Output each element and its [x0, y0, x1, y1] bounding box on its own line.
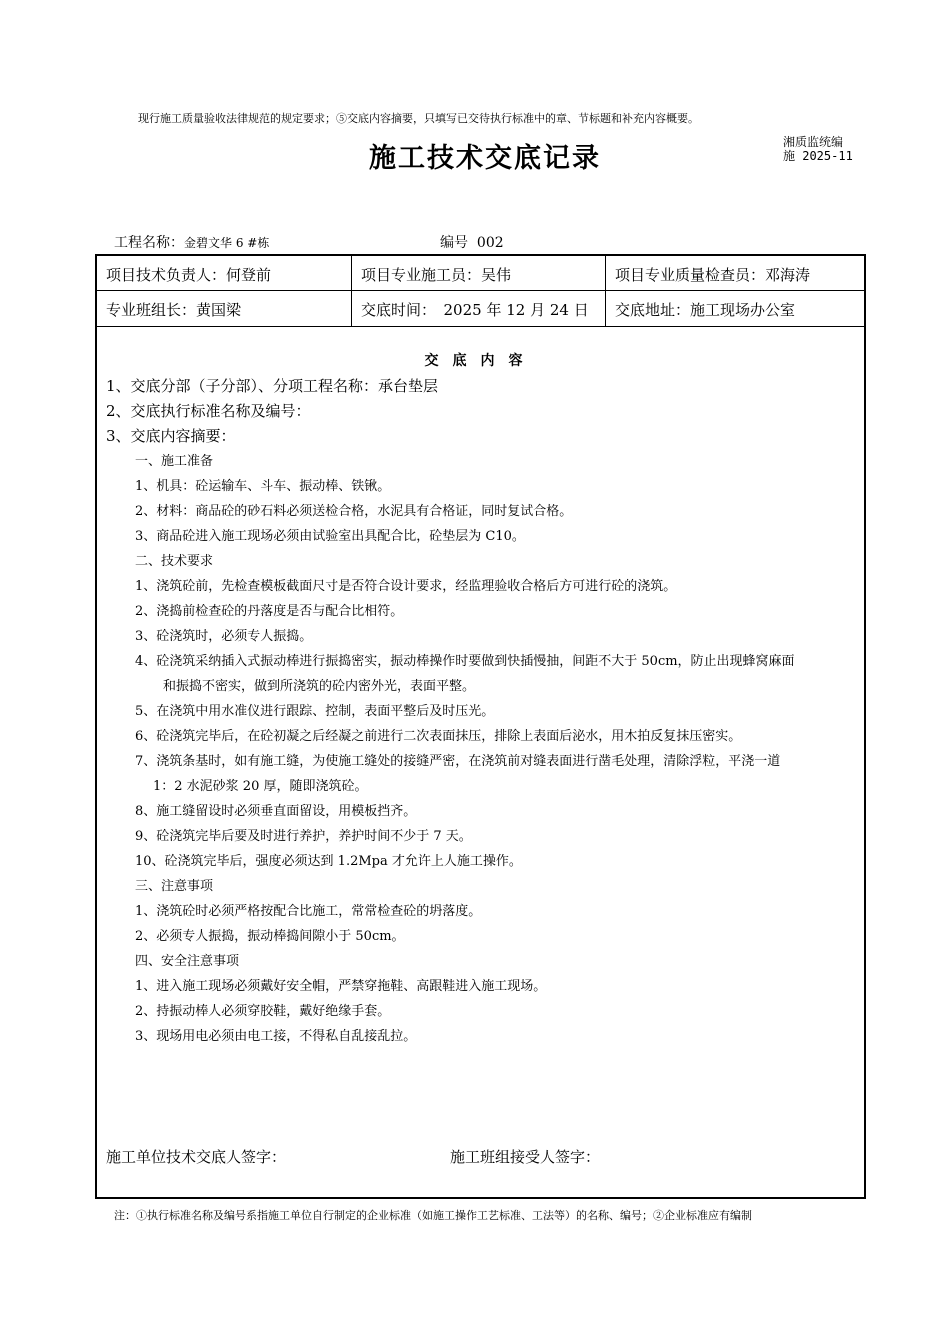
- content-line: 3、砼浇筑时，必须专人振捣。: [135, 629, 313, 644]
- briefing-time-cell: 交底时间： 2025 年 12 月 24 日: [361, 301, 589, 319]
- document-number-label: 编号: [440, 235, 468, 251]
- briefing-location-cell: 交底地址：施工现场办公室: [615, 301, 796, 319]
- content-line: 1、浇筑砼前，先检查模板截面尺寸是否符合设计要求，经监理验收合格后方可进行砼的浇筑。: [135, 579, 677, 594]
- content-line: 3、商品砼进入施工现场必须由试验室出具配合比，砼垫层为 C10。: [135, 529, 525, 544]
- content-line: 二、技术要求: [135, 554, 214, 569]
- content-line: 1、浇筑砼时必须严格按配合比施工，常常检查砼的坍落度。: [135, 904, 482, 919]
- content-item: 1、交底分部（子分部）、分项工程名称：承台垫层: [106, 377, 439, 395]
- form-code-line2: 施 2025-11: [783, 149, 853, 163]
- quality-inspector-cell: 项目专业质量检查员：邓海涛: [615, 266, 811, 284]
- content-line: 1、进入施工现场必须戴好安全帽，严禁穿拖鞋、高跟鞋进入施工现场。: [135, 979, 547, 994]
- content-line: 1、机具：砼运输车、斗车、振动棒、铁锹。: [135, 479, 391, 494]
- record-table: [95, 254, 866, 1199]
- project-name-value: 金碧文华 6 #栋: [184, 236, 270, 250]
- team-receiver-signature: 施工班组接受人签字：: [450, 1148, 601, 1166]
- content-line: 1：2 水泥砂浆 20 厚，随即浇筑砼。: [153, 779, 368, 794]
- content-line: 5、在浇筑中用水准仪进行跟踪、控制，表面平整后及时压光。: [135, 704, 495, 719]
- form-code-line1: 湘质监统编: [783, 135, 844, 149]
- content-line: 7、浇筑条基时，如有施工缝，为使施工缝处的接缝严密，在浇筑前对缝表面进行凿毛处理，清除浮粒，平浇一道: [135, 754, 781, 769]
- content-line: 2、浇捣前检查砼的丹落度是否与配合比相符。: [135, 604, 404, 619]
- project-name-label: 工程名称：: [114, 235, 184, 251]
- content-line: 一、施工准备: [135, 454, 214, 469]
- technical-lead-cell: 项目技术负责人：何登前: [106, 266, 272, 284]
- content-line: 4、砼浇筑采纳插入式振动棒进行振捣密实，振动棒操作时要做到快插慢抽，间距不大于 50cm，防止出现蜂窝麻面: [135, 654, 795, 669]
- content-line: 6、砼浇筑完毕后，在砼初凝之后经凝之前进行二次表面抹压，排除上表面后泌水，用木拍反复抹压密实。: [135, 729, 742, 744]
- section-heading: 交底内容: [424, 353, 537, 369]
- form-code: [783, 135, 853, 163]
- column-divider: [351, 256, 352, 326]
- content-line: 三、注意事项: [135, 879, 214, 894]
- content-item: 3、交底内容摘要：: [106, 427, 236, 445]
- content-line: 四、安全注意事项: [135, 954, 240, 969]
- document-number-value: 002: [476, 235, 504, 251]
- row-divider: [97, 290, 864, 291]
- team-leader-cell: 专业班组长：黄国梁: [106, 301, 242, 319]
- construction-officer-cell: 项目专业施工员：吴伟: [361, 266, 512, 284]
- project-name: [114, 232, 269, 252]
- content-line: 2、必须专人振捣，振动棒捣间隙小于 50cm。: [135, 929, 405, 944]
- document-number: [440, 232, 504, 252]
- content-line: 9、砼浇筑完毕后要及时进行养护，养护时间不少于 7 天。: [135, 829, 472, 844]
- row-divider: [97, 326, 864, 327]
- content-line: 和振捣不密实，做到所浇筑的砼内密外光，表面平整。: [163, 679, 476, 694]
- content-line: 2、持振动棒人必须穿胶鞋，戴好绝缘手套。: [135, 1004, 391, 1019]
- top-note: 现行施工质量验收法律规范的规定要求；⑤交底内容摘要，只填写已交待执行标准中的章、节标题和补充内容概要。: [138, 112, 699, 125]
- content-item: 2、交底执行标准名称及编号：: [106, 402, 311, 420]
- content-line: 3、现场用电必须由电工接，不得私自乱接乱拉。: [135, 1029, 417, 1044]
- footnote: 注：①执行标准名称及编号系指施工单位自行制定的企业标准（如施工操作工艺标准、工法等）的名称、编号；②企业标准应有编制: [114, 1209, 752, 1222]
- document-title: 施工技术交底记录: [369, 143, 601, 174]
- content-line: 8、施工缝留设时必须垂直面留设，用模板挡齐。: [135, 804, 417, 819]
- technical-briefer-signature: 施工单位技术交底人签字：: [106, 1148, 287, 1166]
- column-divider: [605, 256, 606, 326]
- content-line: 2、材料：商品砼的砂石料必须送检合格，水泥具有合格证，同时复试合格。: [135, 504, 573, 519]
- content-line: 10、砼浇筑完毕后，强度必须达到 1.2Mpa 才允许上人施工操作。: [135, 854, 522, 869]
